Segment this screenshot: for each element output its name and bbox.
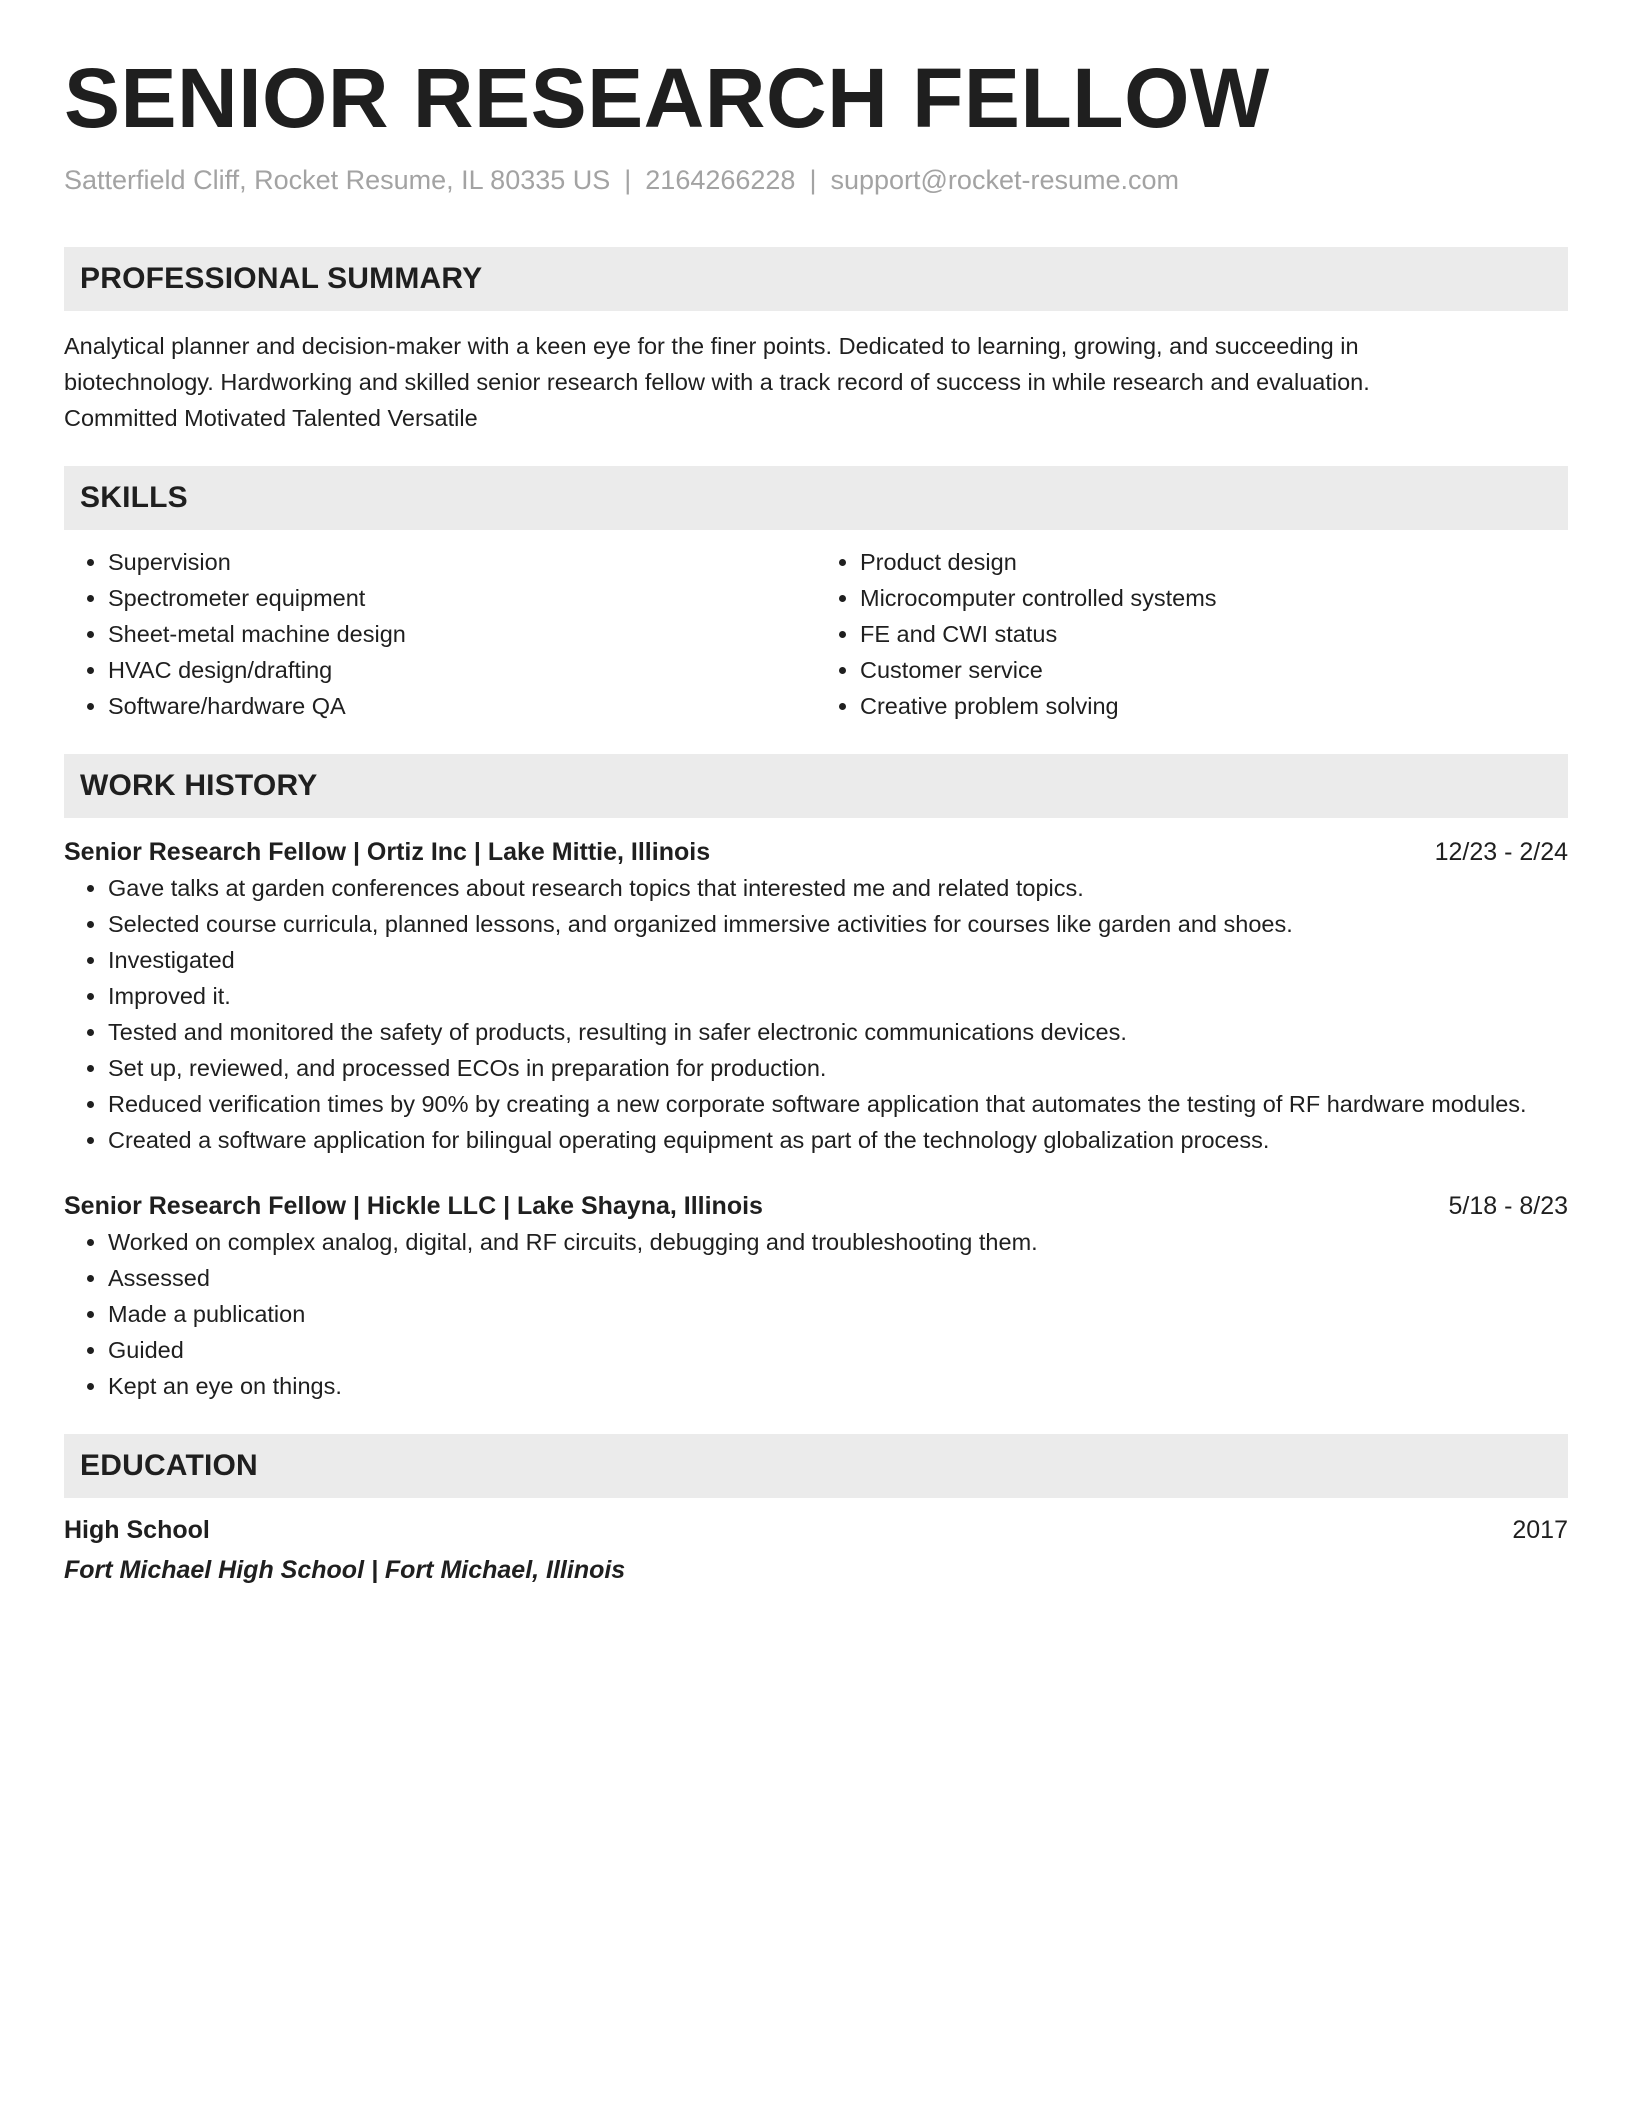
education-school: Fort Michael High School | Fort Michael, Illinois (64, 1555, 626, 1584)
job-header (64, 1188, 1568, 1224)
skill-item: • Microcomputer controlled systems (860, 580, 1568, 616)
job-bullet: • Tested and monitored the safety of products, resulting in safer electronic communications devices. (108, 1014, 1568, 1050)
job-bullet: • Kept an eye on things. (108, 1368, 1568, 1404)
job-bullet: • Made a publication (108, 1296, 1568, 1332)
contact-line (64, 164, 1568, 196)
contact-phone: 2164266228 (645, 165, 796, 196)
job-header (64, 834, 1568, 870)
skill-item: • FE and CWI status (860, 616, 1568, 652)
skill-item: • Spectrometer equipment (108, 580, 816, 616)
summary-text (64, 328, 1568, 436)
job-bullets (64, 870, 1568, 1158)
skill-item: • Software/hardware QA (108, 688, 816, 724)
job-bullet: • Guided (108, 1332, 1568, 1368)
summary-line: Analytical planner and decision-maker with a keen eye for the finer points. Dedicated to learning, growing, and succeeding in (64, 332, 1359, 359)
job-bullet: • Investigated (108, 942, 1568, 978)
job-bullet: • Created a software application for bilingual operating equipment as part of the technology globalization process. (108, 1122, 1568, 1158)
skill-item: • Supervision (108, 544, 816, 580)
section-heading-summary: PROFESSIONAL SUMMARY (64, 247, 1568, 311)
section-heading-education: EDUCATION (64, 1434, 1568, 1498)
job-bullet: • Improved it. (108, 978, 1568, 1014)
job-bullet: • Gave talks at garden conferences about research topics that interested me and related topics. (108, 870, 1568, 906)
skills-list-left (64, 544, 816, 724)
skill-item: • Product design (860, 544, 1568, 580)
job-bullet: • Set up, reviewed, and processed ECOs in preparation for production. (108, 1050, 1568, 1086)
skills-list-right (816, 544, 1568, 724)
job-title: Senior Research Fellow | Ortiz Inc | Lake Mittie, Illinois (64, 837, 711, 866)
education-year: 2017 (1512, 1515, 1568, 1544)
education-degree: High School (64, 1515, 210, 1544)
skills-columns (64, 544, 1568, 724)
contact-separator: | (624, 165, 632, 196)
education-header (64, 1512, 1568, 1548)
contact-separator: | (809, 165, 817, 196)
skill-item: • Creative problem solving (860, 688, 1568, 724)
job-bullets (64, 1224, 1568, 1404)
contact-email: support@rocket-resume.com (830, 165, 1179, 196)
summary-line: biotechnology. Hardworking and skilled senior research fellow with a track record of success in while research and evaluation. (64, 368, 1370, 395)
job-title: Senior Research Fellow | Hickle LLC | Lake Shayna, Illinois (64, 1191, 763, 1220)
skill-item: • Sheet-metal machine design (108, 616, 816, 652)
job-bullet: • Assessed (108, 1260, 1568, 1296)
skill-item: • Customer service (860, 652, 1568, 688)
section-heading-skills: SKILLS (64, 466, 1568, 530)
job-dates: 5/18 - 8/23 (1448, 1191, 1568, 1220)
resume-name: SENIOR RESEARCH FELLOW (64, 51, 1270, 145)
summary-line: Committed Motivated Talented Versatile (64, 404, 478, 431)
job-bullet: • Worked on complex analog, digital, and RF circuits, debugging and troubleshooting them. (108, 1224, 1568, 1260)
contact-address: Satterfield Cliff, Rocket Resume, IL 80335 US (64, 165, 611, 196)
job-bullet: • Reduced verification times by 90% by creating a new corporate software application that automates the testing of RF hardware modules. (108, 1086, 1568, 1122)
skill-item: • HVAC design/drafting (108, 652, 816, 688)
section-heading-work-history: WORK HISTORY (64, 754, 1568, 818)
job-dates: 12/23 - 2/24 (1434, 837, 1568, 866)
job-bullet: • Selected course curricula, planned lessons, and organized immersive activities for courses like garden and shoes. (108, 906, 1568, 942)
